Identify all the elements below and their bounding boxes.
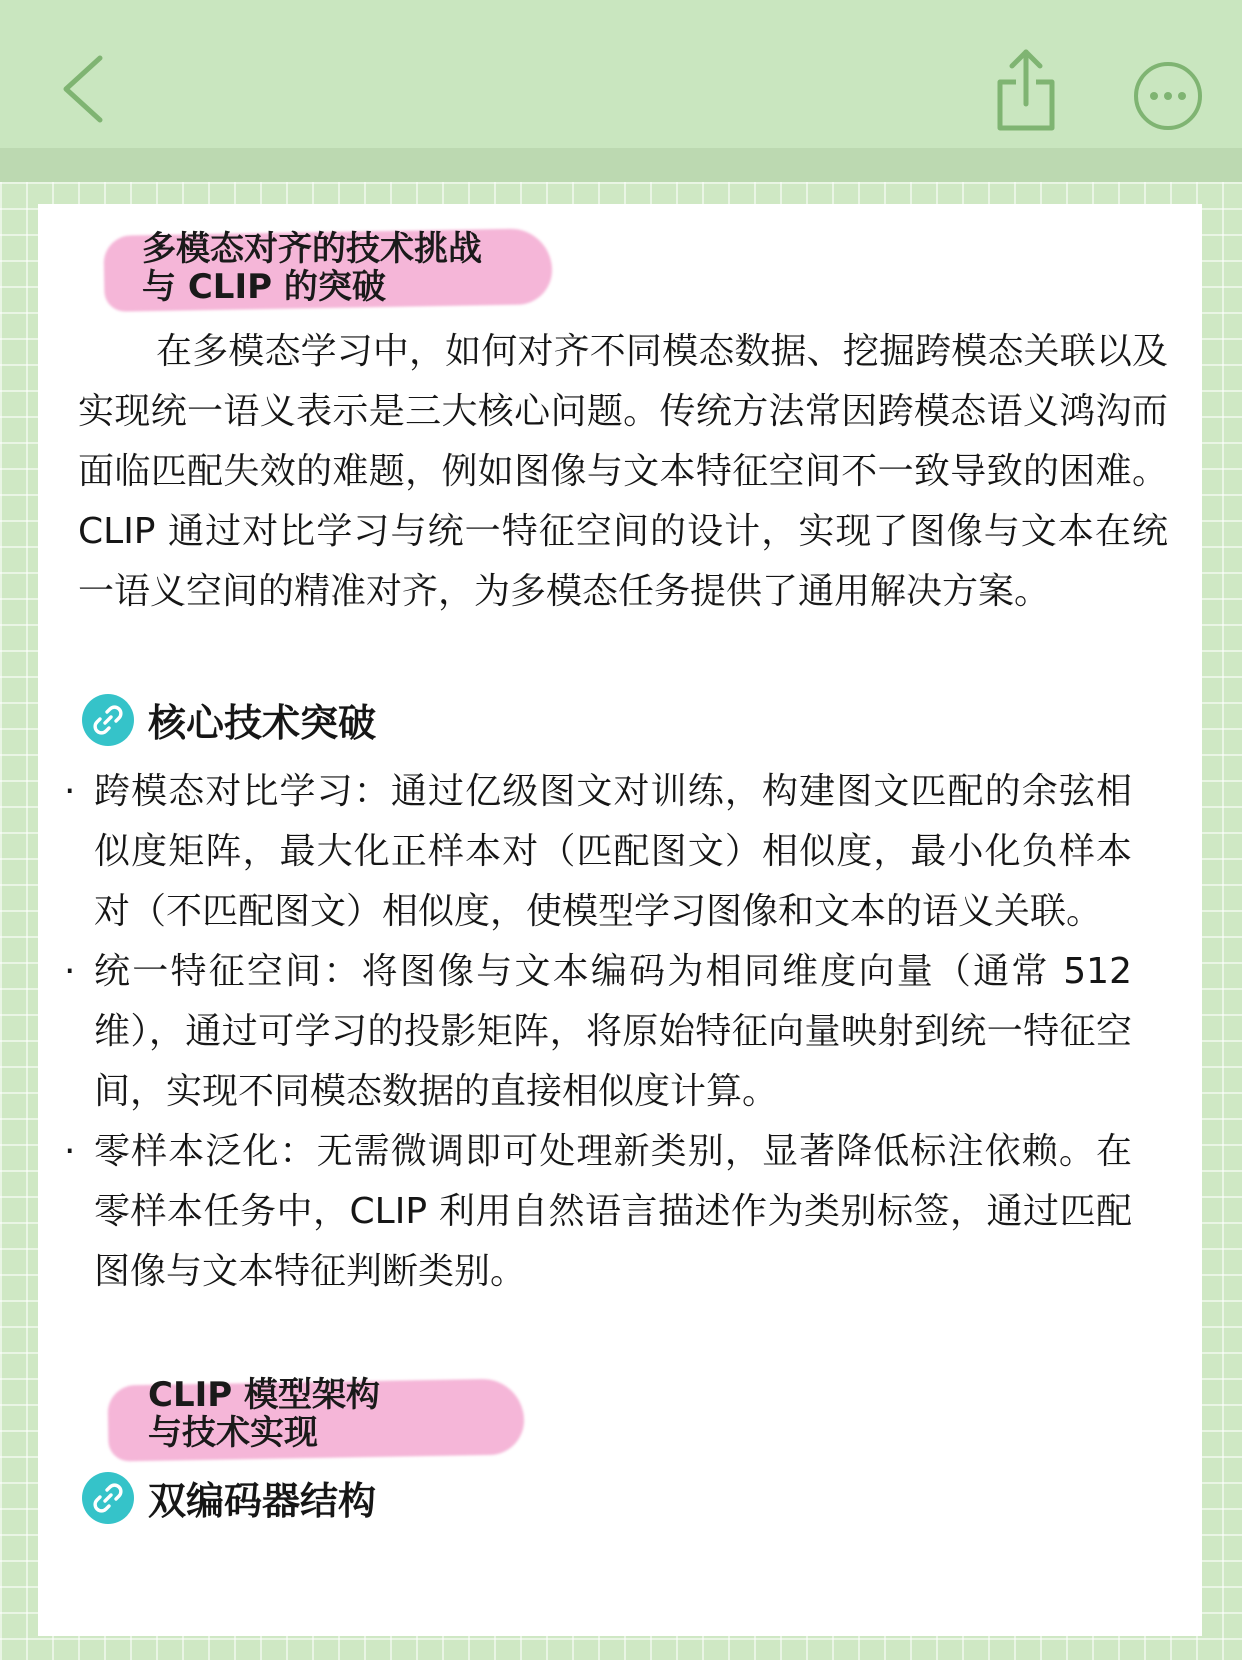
list-item: · 统一特征空间：将图像与文本编码为相同维度向量（通常 512 维），通过可学习的投影矩阵，将原始特征向量映射到统一特征空间，实现不同模态数据的直接相似度计算。 (60, 942, 1132, 1122)
bullet-list (60, 762, 1132, 1302)
more-icon[interactable] (1132, 60, 1204, 132)
heading-line: 多模态对齐的技术挑战 (142, 229, 482, 269)
section-title: 核心技术突破 (148, 701, 377, 745)
link-icon (82, 694, 134, 746)
heading-line: 与 CLIP 的突破 (142, 267, 386, 307)
chevron-left-icon[interactable] (56, 52, 116, 126)
list-item: · 跨模态对比学习：通过亿级图文对训练，构建图文匹配的余弦相似度矩阵，最大化正样本对（匹配图文）相似度，最小化负样本对（不匹配图文）相似度，使模型学习图像和文本的语义关联。 (60, 762, 1132, 942)
share-icon[interactable] (996, 46, 1056, 132)
intro-paragraph: 在多模态学习中，如何对齐不同模态数据、挖掘跨模态关联以及实现统一语义表示是三大核心问题。传统方法常因跨模态语义鸿沟而面临匹配失效的难题，例如图像与文本特征空间不一致导致的困难。CLIP 通过对比学习与统一特征空间的设计，实现了图像与文本在统一语义空间的精准对齐，为多模态任务提供了通用解决方案。 (78, 331, 1168, 612)
list-item: · 零样本泛化：无需微调即可处理新类别，显著降低标注依赖。在零样本任务中，CLIP 利用自然语言描述作为类别标签，通过匹配图像与文本特征判断类别。 (60, 1122, 1132, 1302)
section-dual-encoder (82, 1470, 376, 1525)
heading-multimodal-alignment (142, 230, 482, 306)
heading-clip-architecture (148, 1376, 380, 1452)
link-icon (82, 1472, 134, 1524)
header-shadow-band (0, 148, 1242, 182)
heading-line: 与技术实现 (148, 1413, 318, 1453)
heading-line: CLIP 模型架构 (148, 1375, 381, 1415)
section-title: 双编码器结构 (148, 1479, 377, 1523)
top-bar (0, 0, 1242, 148)
article-card (38, 204, 1202, 1636)
section-core-breakthroughs (82, 692, 376, 747)
